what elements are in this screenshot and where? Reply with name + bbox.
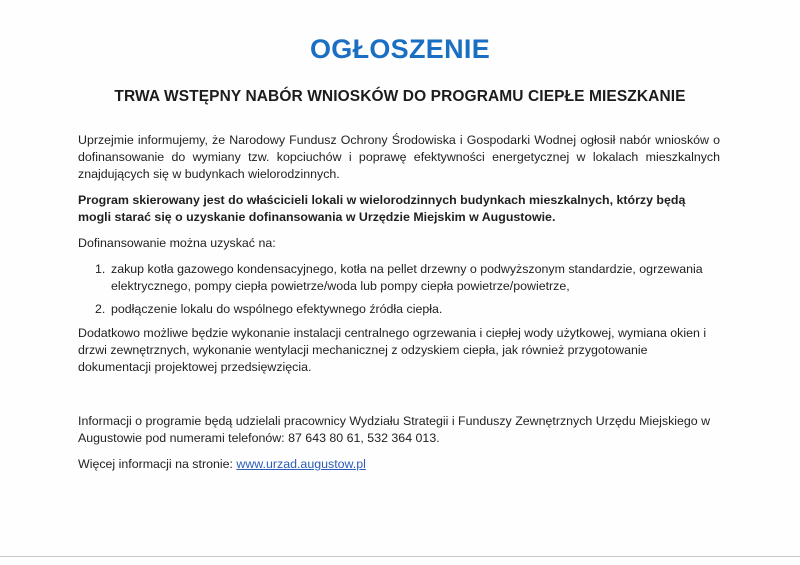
list-item-number: 2. <box>95 302 106 316</box>
funding-list <box>78 261 720 318</box>
list-item-text: podłączenie lokalu do wspólnego efektywnego źródła ciepła. <box>111 302 443 316</box>
intro-paragraph: Uprzejmie informujemy, że Narodowy Fundusz Ochrony Środowiska i Gospodarki Wodnej ogłosił nabór wniosków o dofinansowanie do wymiany tzw. kopciuchów i poprawę efektywności energetycznej w lokalach mieszkalnych znajdujących się w budynkach wielorodzinnych. <box>78 133 720 181</box>
list-item <box>78 301 720 318</box>
website-link[interactable]: www.urzad.augustow.pl <box>236 457 366 471</box>
more-info-label: Więcej informacji na stronie: <box>78 457 237 471</box>
list-item-text: zakup kotła gazowego kondensacyjnego, kotła na pellet drzewny o podwyższonym standardzie, ogrzewania elektrycznego, pompy ciepła powietrze/woda lub pompy ciepła powietrze/powietrze, <box>111 262 703 293</box>
list-item <box>78 261 720 295</box>
page-title: OGŁOSZENIE <box>309 34 491 64</box>
page-edge-divider <box>0 556 800 557</box>
list-intro: Dofinansowanie można uzyskać na: <box>78 236 276 250</box>
list-item-number: 1. <box>95 262 106 276</box>
page-subtitle: TRWA WSTĘPNY NABÓR WNIOSKÓW DO PROGRAMU CIEPŁE MIESZKANIE <box>114 88 686 105</box>
additional-paragraph: Dodatkowo możliwe będzie wykonanie instalacji centralnego ogrzewania i ciepłej wody użytkowej, wymiana okien i drzwi zewnętrznych, wykonanie wentylacji mechanicznej z odzyskiem ciepła, jak również przygotowanie dokumentacji projektowej przedsięwzięcia. <box>78 326 707 374</box>
spacer <box>78 385 720 413</box>
contact-paragraph: Informacji o programie będą udzielali pracownicy Wydziału Strategii i Funduszy Zewnętrznych Urzędu Miejskiego w Augustowie pod numerami telefonów: 87 643 80 61, 532 364 013. <box>78 414 711 445</box>
document-body <box>78 132 720 482</box>
more-info-paragraph <box>78 456 720 473</box>
program-note-paragraph: Program skierowany jest do właścicieli lokali w wielorodzinnych budynkach mieszkalnych, którzy będą mogli starać się o uzyskanie dofinansowania w Urzędzie Miejskim w Augustowie. <box>78 193 686 224</box>
